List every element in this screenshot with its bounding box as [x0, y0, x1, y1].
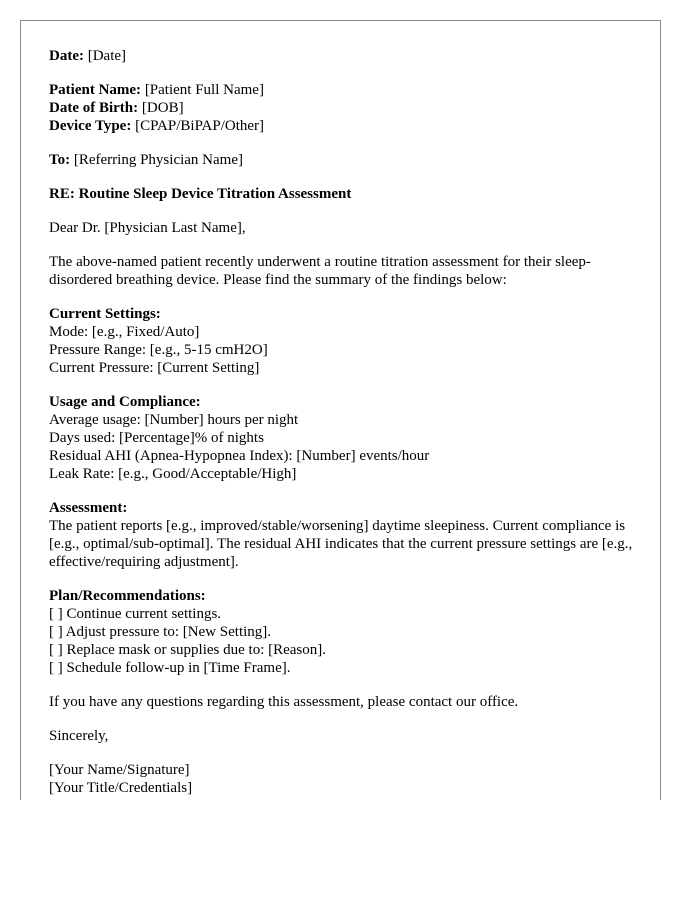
patient-info-block	[49, 81, 649, 135]
to-value: [Referring Physician Name]	[73, 152, 243, 168]
dob-line	[49, 99, 649, 117]
plan-heading: Plan/Recommendations:	[49, 588, 206, 604]
settings-mode-line: Mode: [e.g., Fixed/Auto]	[49, 324, 200, 340]
patient-name-label: Patient Name:	[49, 82, 142, 98]
subject-block	[49, 185, 649, 203]
closing-note-block	[49, 693, 649, 711]
current-settings-section	[49, 305, 649, 377]
to-block	[49, 151, 649, 169]
signature-block	[49, 761, 649, 797]
signature-name: [Your Name/Signature]	[49, 762, 190, 778]
sign-off-block	[49, 727, 649, 745]
plan-item-adjust: [ ] Adjust pressure to: [New Setting].	[49, 624, 272, 640]
patient-name-line	[49, 81, 649, 99]
usage-average-line: Average usage: [Number] hours per night	[49, 412, 299, 428]
date-block	[49, 47, 649, 65]
usage-days-line: Days used: [Percentage]% of nights	[49, 430, 264, 446]
salutation: Dear Dr. [Physician Last Name],	[49, 220, 246, 236]
intro-block	[49, 253, 649, 289]
plan-section	[49, 587, 649, 677]
letter-body	[49, 47, 649, 813]
signature-title: [Your Title/Credentials]	[49, 780, 193, 796]
salutation-block	[49, 219, 649, 237]
usage-section	[49, 393, 649, 483]
plan-item-continue: [ ] Continue current settings.	[49, 606, 222, 622]
to-line	[49, 151, 649, 169]
sign-off: Sincerely,	[49, 728, 109, 744]
assessment-text: The patient reports [e.g., improved/stable/worsening] daytime sleepiness. Current compliance is [e.g., optimal/sub-optimal]. The residual AHI indicates that the current pressure settings are [e.g., effective/requiring adjustment].	[49, 518, 633, 570]
current-settings-heading: Current Settings:	[49, 306, 161, 322]
usage-ahi-line: Residual AHI (Apnea-Hypopnea Index): [Number] events/hour	[49, 448, 430, 464]
closing-note: If you have any questions regarding this assessment, please contact our office.	[49, 694, 519, 710]
assessment-section	[49, 499, 649, 571]
device-type-line	[49, 117, 649, 135]
plan-item-followup: [ ] Schedule follow-up in [Time Frame].	[49, 660, 291, 676]
subject-line: RE: Routine Sleep Device Titration Assessment	[49, 186, 352, 202]
patient-name-value: [Patient Full Name]	[144, 82, 264, 98]
settings-current-pressure-line: Current Pressure: [Current Setting]	[49, 360, 260, 376]
usage-heading: Usage and Compliance:	[49, 394, 201, 410]
dob-value: [DOB]	[141, 100, 184, 116]
date-label: Date:	[49, 48, 84, 64]
device-type-value: [CPAP/BiPAP/Other]	[135, 118, 265, 134]
date-value: [Date]	[87, 48, 127, 64]
intro-paragraph: The above-named patient recently underwent a routine titration assessment for their sleep-disordered breathing device. Please find the summary of the findings below:	[49, 254, 591, 288]
usage-leak-line: Leak Rate: [e.g., Good/Acceptable/High]	[49, 466, 297, 482]
device-type-label: Device Type:	[49, 118, 132, 134]
assessment-heading: Assessment:	[49, 500, 128, 516]
settings-pressure-range-line: Pressure Range: [e.g., 5-15 cmH2O]	[49, 342, 268, 358]
plan-item-replace: [ ] Replace mask or supplies due to: [Reason].	[49, 642, 327, 658]
date-line	[49, 47, 649, 65]
to-label: To:	[49, 152, 71, 168]
dob-label: Date of Birth:	[49, 100, 139, 116]
